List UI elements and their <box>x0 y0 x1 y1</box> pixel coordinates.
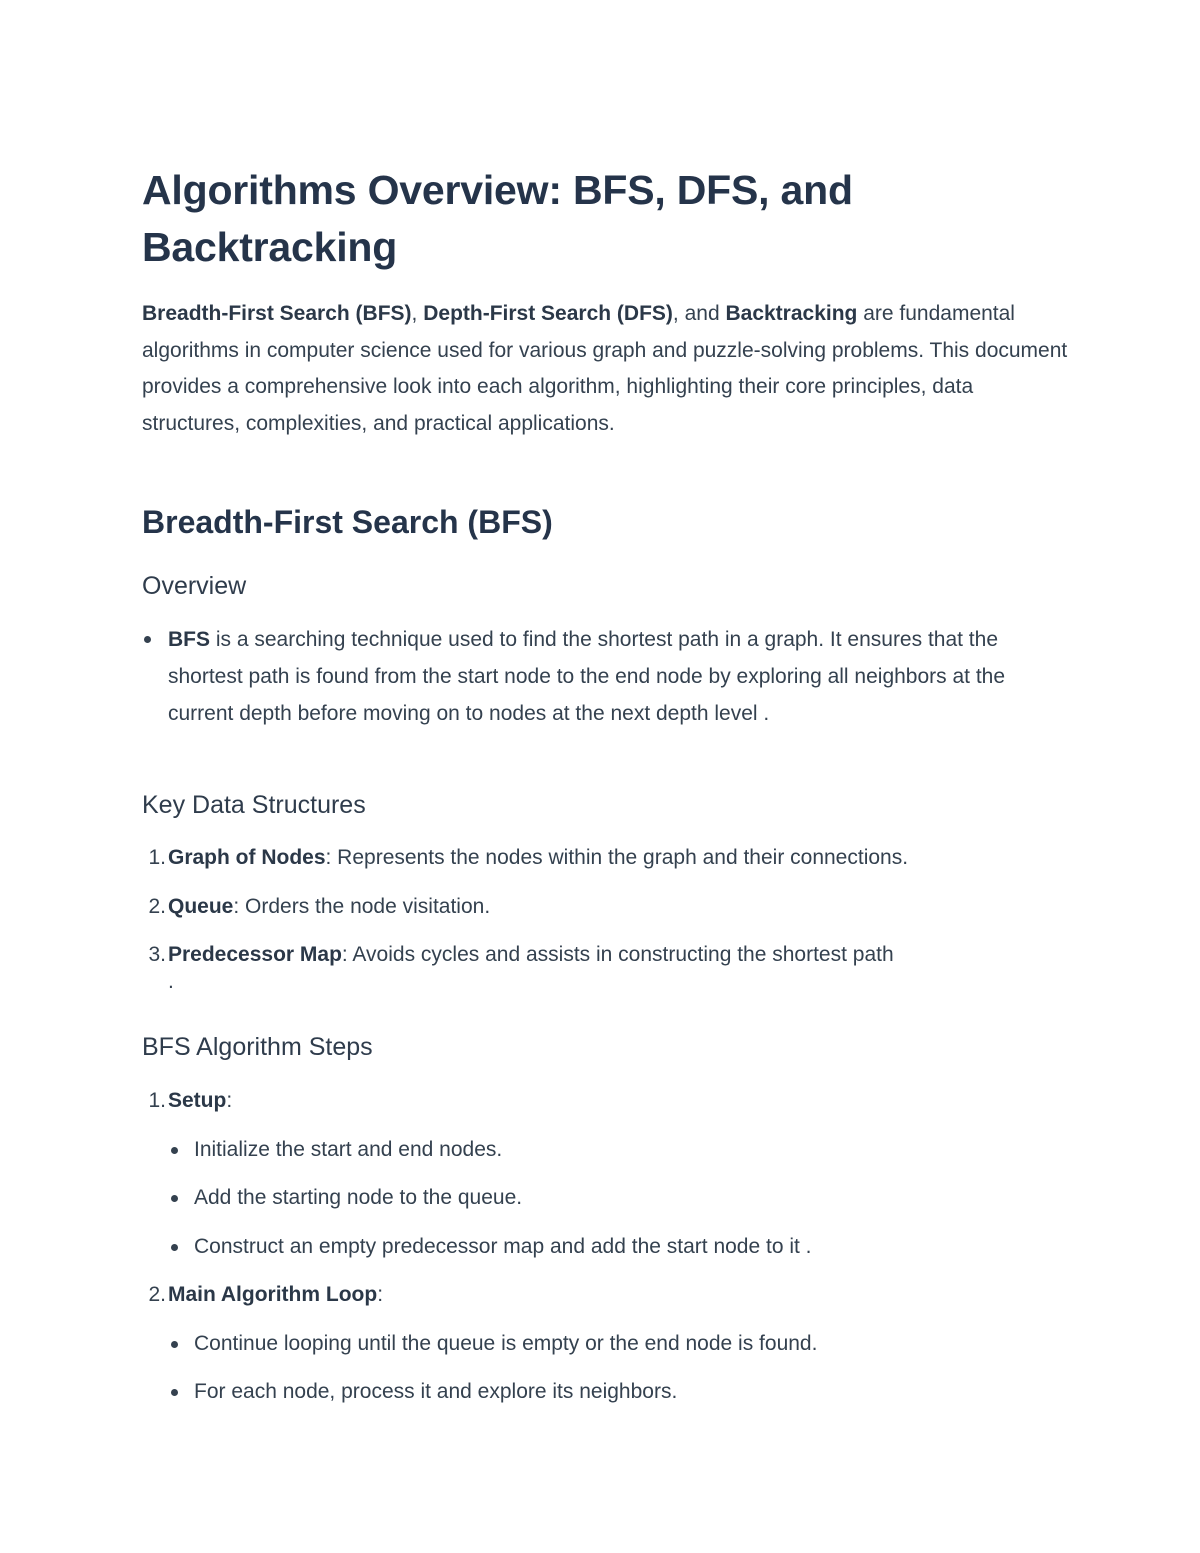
section-heading-bfs: Breadth-First Search (BFS) <box>142 504 553 540</box>
step-subitem <box>168 1183 1068 1213</box>
bullet-dot-icon <box>171 1244 178 1251</box>
intro-term-dfs: Depth-First Search (DFS) <box>423 302 673 325</box>
list-number: 2. <box>148 895 166 918</box>
subheading-overview: Overview <box>142 572 247 600</box>
list-number: 3. <box>148 943 166 966</box>
step-subitem <box>168 1377 1068 1407</box>
bullet-dot-icon <box>171 1195 178 1202</box>
intro-separator-2: , and <box>672 302 726 325</box>
overview-bullet <box>142 622 1072 732</box>
data-structure-description: : Avoids cycles and assists in constructing the shortest path <box>341 943 894 966</box>
list-number: 1. <box>148 846 166 869</box>
step-item <box>142 1086 1072 1116</box>
data-structure-description: : Orders the node visitation. <box>233 895 491 918</box>
bullet-dot-icon <box>171 1341 178 1348</box>
data-structure-trailing-period: . <box>168 970 174 993</box>
step-subitem <box>168 1232 1068 1262</box>
step-title: Setup <box>168 1089 227 1112</box>
step-item <box>142 1280 1072 1310</box>
intro-term-backtracking: Backtracking <box>725 302 858 325</box>
step-subitem-text: Continue looping until the queue is empty or the end node is found. <box>194 1332 818 1355</box>
data-structure-description: : Represents the nodes within the graph and their connections. <box>325 846 909 869</box>
overview-bullet-text <box>168 622 1072 732</box>
intro-term-bfs: Breadth-First Search (BFS) <box>142 302 412 325</box>
data-structure-name: Predecessor Map <box>168 943 342 966</box>
step-subitem-text: Construct an empty predecessor map and add the start node to it . <box>194 1235 812 1258</box>
subheading-key-data-structures: Key Data Structures <box>142 791 366 819</box>
bullet-dot-icon <box>171 1147 178 1154</box>
intro-paragraph <box>142 296 1072 442</box>
data-structure-item <box>142 843 1072 873</box>
step-title-suffix: : <box>226 1089 233 1112</box>
overview-bullet-body: is a searching technique used to find the shortest path in a graph. It ensures that the shortest path is found from the start node to the end node by exploring all neighbors at the current depth before moving on to nodes at the next depth level . <box>168 628 1006 725</box>
intro-separator-1: , <box>411 302 424 325</box>
data-structure-item <box>142 940 1072 994</box>
document-title: Algorithms Overview: BFS, DFS, and Backtracking <box>142 167 853 270</box>
step-subitem-text: Add the starting node to the queue. <box>194 1186 523 1209</box>
list-number: 2. <box>148 1283 166 1306</box>
intro-body-text: are fundamental algorithms in computer science used for various graph and puzzle-solving problems. This document provides a comprehensive look into each algorithm, highlighting their core principles, data structures, complexities, and practical applications. <box>142 302 1068 435</box>
subheading-bfs-algorithm-steps: BFS Algorithm Steps <box>142 1033 373 1061</box>
bullet-dot-icon <box>144 636 151 643</box>
step-subitem <box>168 1329 1068 1359</box>
step-title-suffix: : <box>377 1283 384 1306</box>
overview-bullet-term: BFS <box>168 628 210 651</box>
step-subitem <box>168 1135 1068 1165</box>
data-structure-name: Queue <box>168 895 234 918</box>
list-number: 1. <box>148 1089 166 1112</box>
bullet-dot-icon <box>171 1389 178 1396</box>
step-subitem-text: Initialize the start and end nodes. <box>194 1138 503 1161</box>
data-structure-item <box>142 892 1072 922</box>
step-subitem-text: For each node, process it and explore its neighbors. <box>194 1380 678 1403</box>
step-title: Main Algorithm Loop <box>168 1283 378 1306</box>
data-structure-name: Graph of Nodes <box>168 846 326 869</box>
